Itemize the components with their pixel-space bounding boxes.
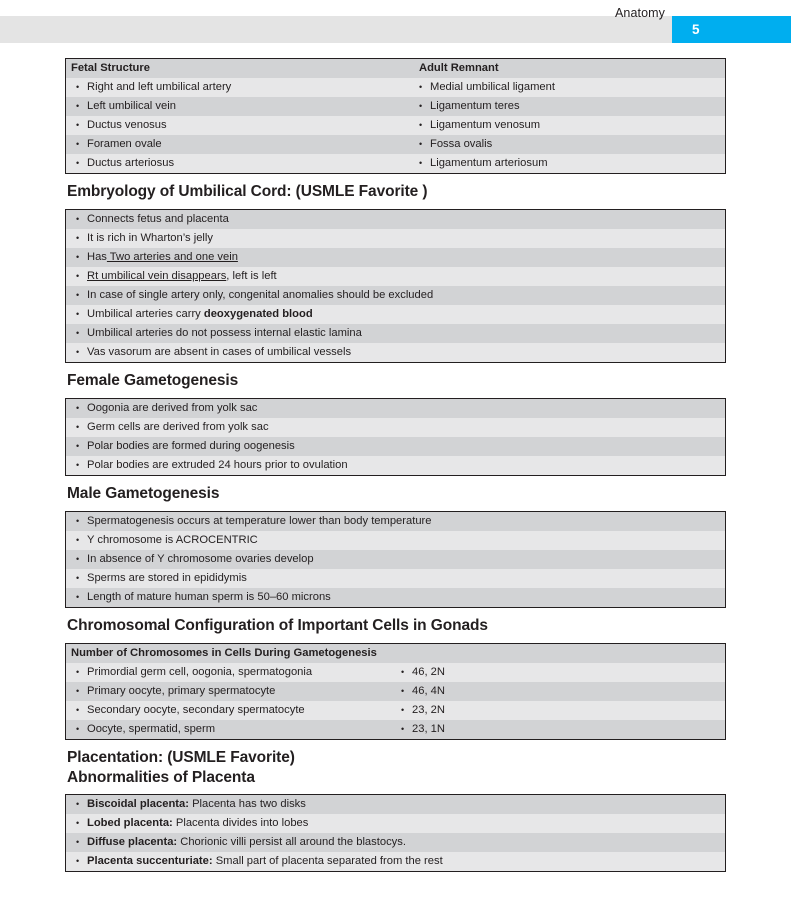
table-header-text: Number of Chromosomes in Cells During Gametogenesis bbox=[71, 647, 377, 659]
bullet-icon bbox=[71, 270, 87, 283]
item-text: Oogonia are derived from yolk sac bbox=[87, 402, 258, 414]
table-row bbox=[66, 97, 725, 116]
embryology-umbilical-cord-list bbox=[65, 209, 726, 363]
list-item bbox=[66, 210, 725, 229]
list-item bbox=[66, 456, 725, 475]
cell-text: Primary oocyte, primary spermatocyte bbox=[87, 685, 276, 697]
item-text: Polar bodies are extruded 24 hours prior to ovulation bbox=[87, 459, 348, 471]
bullet-icon bbox=[71, 704, 87, 717]
bullet-icon bbox=[414, 157, 430, 170]
bullet-icon bbox=[71, 798, 87, 811]
column-header-adult-remnant: Adult Remnant bbox=[419, 62, 499, 74]
list-cell bbox=[66, 531, 725, 550]
table-cell bbox=[66, 682, 396, 701]
fetal-remnants-table bbox=[65, 58, 726, 174]
bullet-icon bbox=[414, 138, 430, 151]
list-item bbox=[66, 833, 725, 852]
cell-text: Oocyte, spermatid, sperm bbox=[87, 723, 216, 735]
item-text: Vas vasorum are absent in cases of umbilical vessels bbox=[87, 346, 352, 358]
table-header-row bbox=[66, 59, 725, 78]
item-text: Umbilical arteries do not possess internal elastic lamina bbox=[87, 327, 362, 339]
item-text: In absence of Y chromosome ovaries develop bbox=[87, 553, 314, 565]
list-cell bbox=[66, 833, 725, 852]
item-text: Biscoidal placenta: Placenta has two disks bbox=[87, 798, 306, 810]
table-cell bbox=[396, 663, 725, 682]
cell-text: Secondary oocyte, secondary spermatocyte bbox=[87, 704, 305, 716]
list-item bbox=[66, 531, 725, 550]
list-item bbox=[66, 286, 725, 305]
heading-chromosomal-configuration-wrap bbox=[65, 608, 726, 643]
cell-text: Fossa ovalis bbox=[430, 138, 493, 150]
cell-text: 46, 2N bbox=[412, 666, 445, 678]
item-text: Spermatogenesis occurs at temperature lower than body temperature bbox=[87, 515, 432, 527]
bullet-icon bbox=[71, 402, 87, 415]
list-cell bbox=[66, 418, 725, 437]
bullet-icon bbox=[71, 251, 87, 264]
section-heading: Chromosomal Configuration of Important Cells in Gonads bbox=[67, 617, 488, 634]
table-cell bbox=[414, 97, 725, 116]
item-text: Length of mature human sperm is 50–60 microns bbox=[87, 591, 331, 603]
list-item bbox=[66, 550, 725, 569]
bullet-icon bbox=[396, 685, 412, 698]
cell-text: Ligamentum arteriosum bbox=[430, 157, 548, 169]
bullet-icon bbox=[414, 100, 430, 113]
bullet-icon bbox=[71, 421, 87, 434]
table-cell bbox=[66, 135, 414, 154]
item-text: Umbilical arteries carry deoxygenated blood bbox=[87, 308, 313, 320]
male-gametogenesis-list bbox=[65, 511, 726, 608]
cell-text: 23, 1N bbox=[412, 723, 445, 735]
cell-text: 46, 4N bbox=[412, 685, 445, 697]
bullet-icon bbox=[71, 534, 87, 547]
list-cell bbox=[66, 305, 725, 324]
table-cell bbox=[66, 701, 396, 720]
table-row bbox=[66, 701, 725, 720]
list-cell bbox=[66, 569, 725, 588]
list-item bbox=[66, 852, 725, 871]
table-cell bbox=[66, 154, 414, 173]
bullet-icon bbox=[71, 327, 87, 340]
list-cell bbox=[66, 512, 725, 531]
bullet-icon bbox=[396, 666, 412, 679]
item-text: In case of single artery only, congenital anomalies should be excluded bbox=[87, 289, 434, 301]
section-heading: Embryology of Umbilical Cord: (USMLE Favorite ) bbox=[67, 183, 428, 200]
cell-text: Medial umbilical ligament bbox=[430, 81, 555, 93]
section-heading: Male Gametogenesis bbox=[67, 485, 220, 502]
item-text: Lobed placenta: Placenta divides into lobes bbox=[87, 817, 309, 829]
cell-text: Foramen ovale bbox=[87, 138, 162, 150]
bullet-icon bbox=[71, 515, 87, 528]
bullet-icon bbox=[71, 685, 87, 698]
list-cell bbox=[66, 399, 725, 418]
list-cell bbox=[66, 437, 725, 456]
bullet-icon bbox=[71, 666, 87, 679]
list-item bbox=[66, 437, 725, 456]
cell-text: Ductus venosus bbox=[87, 119, 167, 131]
item-text: Germ cells are derived from yolk sac bbox=[87, 421, 269, 433]
table-row bbox=[66, 135, 725, 154]
table-cell bbox=[66, 97, 414, 116]
list-cell bbox=[66, 286, 725, 305]
item-text: Y chromosome is ACROCENTRIC bbox=[87, 534, 258, 546]
bullet-icon bbox=[71, 855, 87, 868]
table-row bbox=[66, 154, 725, 173]
bullet-icon bbox=[71, 591, 87, 604]
list-cell bbox=[66, 248, 725, 267]
heading-female-gametogenesis-wrap bbox=[65, 363, 726, 398]
list-item bbox=[66, 324, 725, 343]
bullet-icon bbox=[71, 553, 87, 566]
bullet-icon bbox=[71, 100, 87, 113]
cell-text: Right and left umbilical artery bbox=[87, 81, 232, 93]
table-cell bbox=[396, 682, 725, 701]
list-item bbox=[66, 305, 725, 324]
placenta-abnormalities-list bbox=[65, 794, 726, 872]
list-cell bbox=[66, 852, 725, 871]
cell-text: 23, 2N bbox=[412, 704, 445, 716]
bullet-icon bbox=[71, 440, 87, 453]
bullet-icon bbox=[71, 836, 87, 849]
table-cell bbox=[66, 116, 414, 135]
table-row bbox=[66, 682, 725, 701]
item-text: Placenta succenturiate: Small part of placenta separated from the rest bbox=[87, 855, 443, 867]
table-row bbox=[66, 116, 725, 135]
list-item bbox=[66, 248, 725, 267]
list-cell bbox=[66, 324, 725, 343]
bullet-icon bbox=[71, 213, 87, 226]
page-number-box bbox=[672, 16, 791, 43]
table-cell bbox=[414, 78, 725, 97]
table-cell bbox=[396, 720, 725, 739]
list-item bbox=[66, 512, 725, 531]
bullet-icon bbox=[71, 119, 87, 132]
list-item bbox=[66, 814, 725, 833]
gonads-table bbox=[65, 643, 726, 740]
list-cell bbox=[66, 229, 725, 248]
item-text: Diffuse placenta: Chorionic villi persist all around the blastocys. bbox=[87, 836, 406, 848]
list-item bbox=[66, 588, 725, 607]
page-number: 5 bbox=[692, 22, 700, 37]
bullet-icon bbox=[71, 572, 87, 585]
bullet-icon bbox=[71, 157, 87, 170]
list-item bbox=[66, 229, 725, 248]
table-row bbox=[66, 720, 725, 739]
bullet-icon bbox=[71, 232, 87, 245]
item-text: Sperms are stored in epididymis bbox=[87, 572, 247, 584]
table-cell bbox=[396, 701, 725, 720]
cell-text: Primordial germ cell, oogonia, spermatogonia bbox=[87, 666, 313, 678]
female-gametogenesis-list bbox=[65, 398, 726, 476]
table-row bbox=[66, 663, 725, 682]
section-heading: Female Gametogenesis bbox=[67, 372, 239, 389]
cell-text: Ligamentum teres bbox=[430, 100, 520, 112]
bullet-icon bbox=[71, 308, 87, 321]
item-text: Connects fetus and placenta bbox=[87, 213, 229, 225]
list-cell bbox=[66, 343, 725, 362]
bullet-icon bbox=[71, 81, 87, 94]
list-item bbox=[66, 418, 725, 437]
list-cell bbox=[66, 210, 725, 229]
list-item bbox=[66, 399, 725, 418]
item-text: It is rich in Wharton’s jelly bbox=[87, 232, 214, 244]
table-cell bbox=[66, 78, 414, 97]
list-cell bbox=[66, 550, 725, 569]
bullet-icon bbox=[71, 289, 87, 302]
heading-male-gametogenesis-wrap bbox=[65, 476, 726, 511]
list-cell bbox=[66, 588, 725, 607]
list-item bbox=[66, 267, 725, 286]
bullet-icon bbox=[71, 346, 87, 359]
table-cell bbox=[414, 116, 725, 135]
section-heading-abnormalities-of-placenta: Abnormalities of Placenta bbox=[67, 769, 255, 786]
item-text: Rt umbilical vein disappears, left is left bbox=[87, 270, 277, 282]
list-cell bbox=[66, 814, 725, 833]
document-content bbox=[65, 58, 726, 872]
list-cell bbox=[66, 267, 725, 286]
table-cell bbox=[66, 663, 396, 682]
item-text: Has Two arteries and one vein bbox=[87, 251, 238, 263]
bullet-icon bbox=[414, 119, 430, 132]
list-cell bbox=[66, 456, 725, 475]
bullet-icon bbox=[71, 459, 87, 472]
table-cell bbox=[66, 720, 396, 739]
list-item bbox=[66, 795, 725, 814]
table-cell bbox=[414, 154, 725, 173]
bullet-icon bbox=[71, 723, 87, 736]
bullet-icon bbox=[71, 817, 87, 830]
list-cell bbox=[66, 795, 725, 814]
item-text: Polar bodies are formed during oogenesis bbox=[87, 440, 295, 452]
list-item bbox=[66, 343, 725, 362]
cell-text: Ligamentum venosum bbox=[430, 119, 541, 131]
cell-text: Ductus arteriosus bbox=[87, 157, 175, 169]
bullet-icon bbox=[71, 138, 87, 151]
bullet-icon bbox=[414, 81, 430, 94]
chapter-title: Anatomy bbox=[614, 6, 665, 20]
table-cell bbox=[414, 135, 725, 154]
list-item bbox=[66, 569, 725, 588]
heading-placentation-wrap bbox=[65, 740, 726, 794]
section-heading-placentation: Placentation: (USMLE Favorite) bbox=[67, 749, 295, 766]
bullet-icon bbox=[396, 704, 412, 717]
column-header-fetal-structure: Fetal Structure bbox=[71, 62, 150, 74]
table-row bbox=[66, 78, 725, 97]
table-header-row bbox=[66, 644, 725, 663]
cell-text: Left umbilical vein bbox=[87, 100, 176, 112]
heading-embryology-umbilical-cord-wrap bbox=[65, 174, 726, 209]
bullet-icon bbox=[396, 723, 412, 736]
